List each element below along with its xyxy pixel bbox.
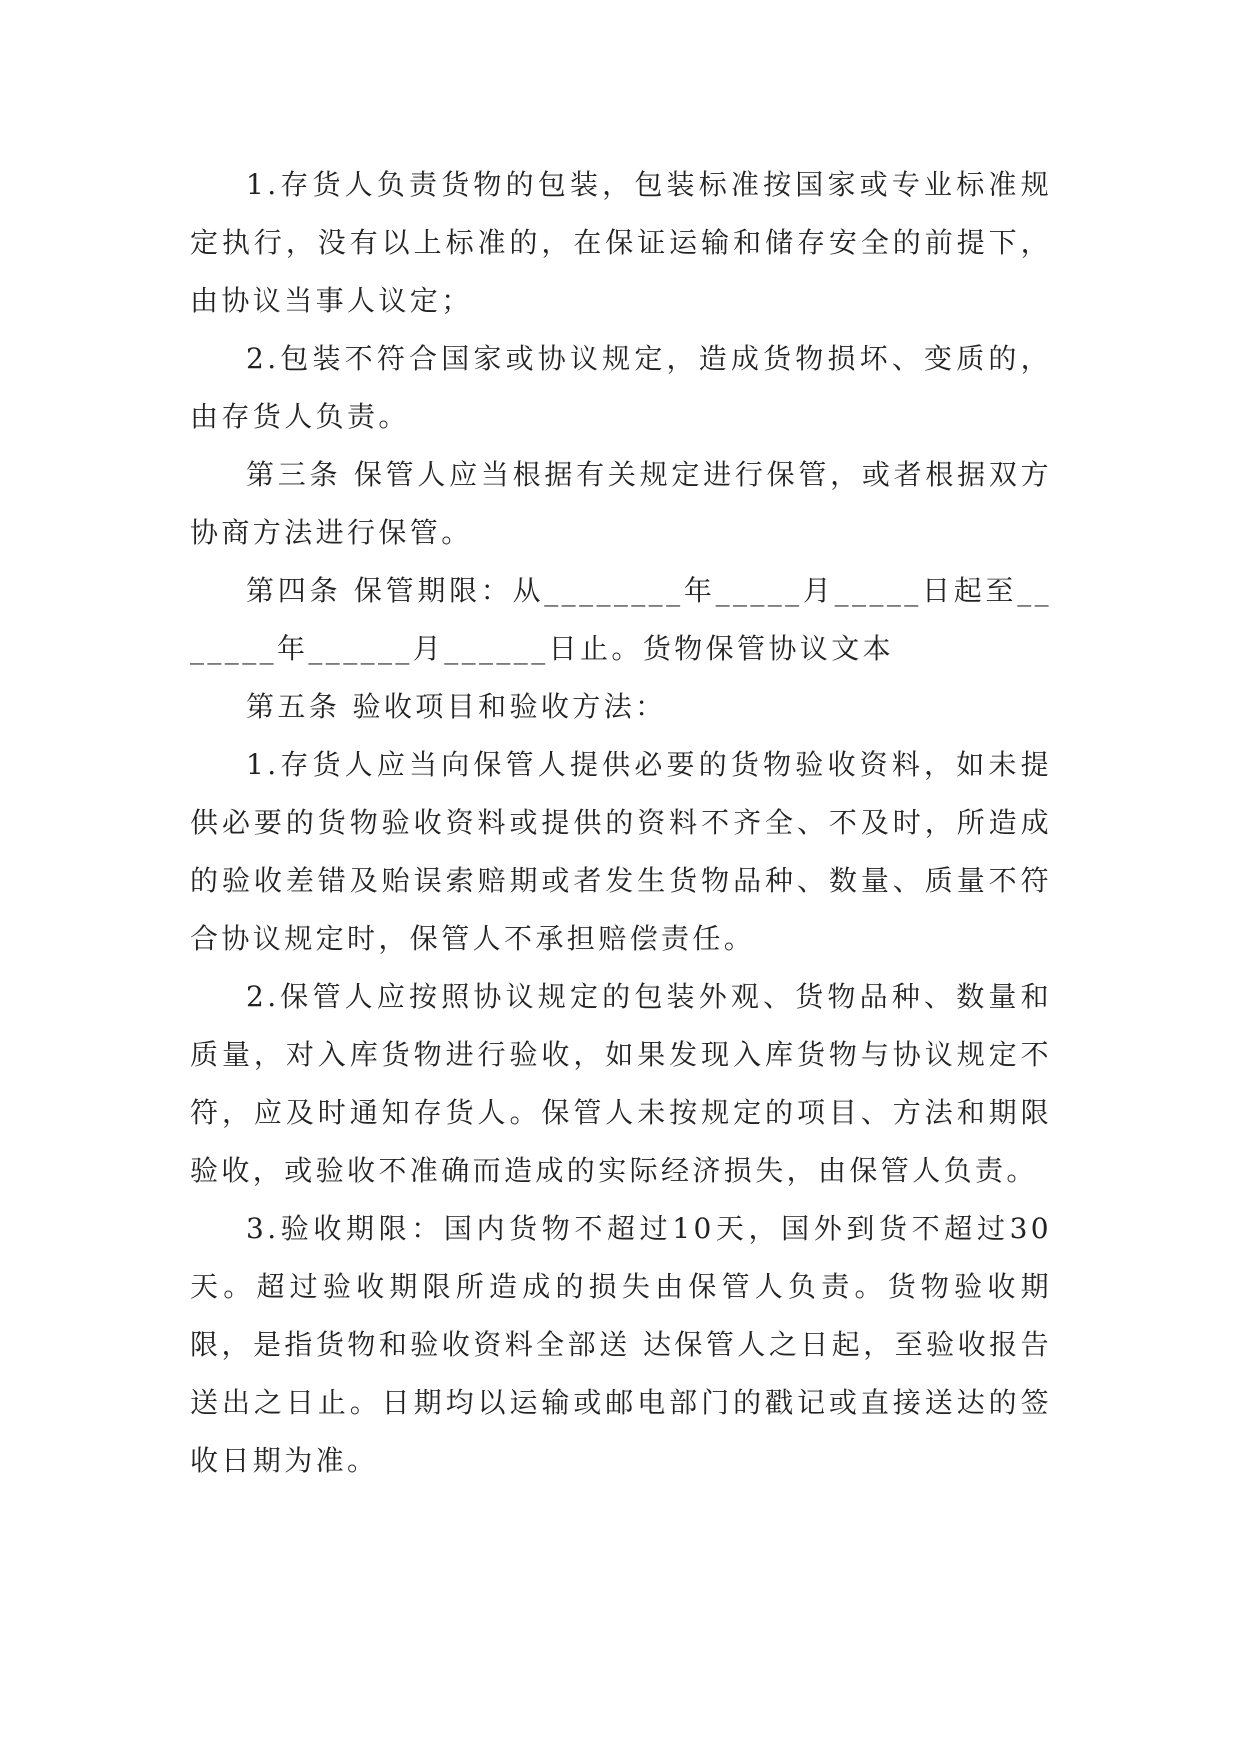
paragraph-article-5-heading: 第五条 验收项目和验收方法： xyxy=(246,690,667,723)
paragraph-article-4-storage-period: 第四条 保管期限：从________年_____月_____日起至_______年______月______日止。货物保管协议文本 xyxy=(190,574,1052,665)
paragraph-inspection-period: 3.验收期限：国内货物不超过10天，国外到货不超过30天。超过验收期限所造成的损失由保管人负责。货物验收期限，是指货物和验收资料全部送 达保管人之日起，至验收报告送出之日止。日期均以运输或邮电部门的戳记或直接送达的签收日期为准。 xyxy=(190,1212,1052,1477)
document-body xyxy=(190,156,1052,1490)
paragraph-packaging-nonconformity: 2.包装不符合国家或协议规定，造成货物损坏、变质的，由存货人负责。 xyxy=(190,342,1052,433)
paragraph-article-3: 第三条 保管人应当根据有关规定进行保管，或者根据双方协商方法进行保管。 xyxy=(190,458,1052,549)
paragraph-inspection-procedure: 2.保管人应按照协议规定的包装外观、货物品种、数量和质量，对入库货物进行验收，如果发现入库货物与协议规定不符，应及时通知存货人。保管人未按规定的项目、方法和期限验收，或验收不准确而造成的实际经济损失，由保管人负责。 xyxy=(190,980,1052,1187)
paragraph-packaging-responsibility: 1.存货人负责货物的包装，包装标准按国家或专业标准规定执行，没有以上标准的，在保证运输和储存安全的前提下，由协议当事人议定； xyxy=(190,168,1052,317)
paragraph-inspection-documents: 1.存货人应当向保管人提供必要的货物验收资料，如未提供必要的货物验收资料或提供的资料不齐全、不及时，所造成的验收差错及贻误索赔期或者发生货物品种、数量、质量不符合协议规定时，保管人不承担赔偿责任。 xyxy=(190,748,1052,955)
